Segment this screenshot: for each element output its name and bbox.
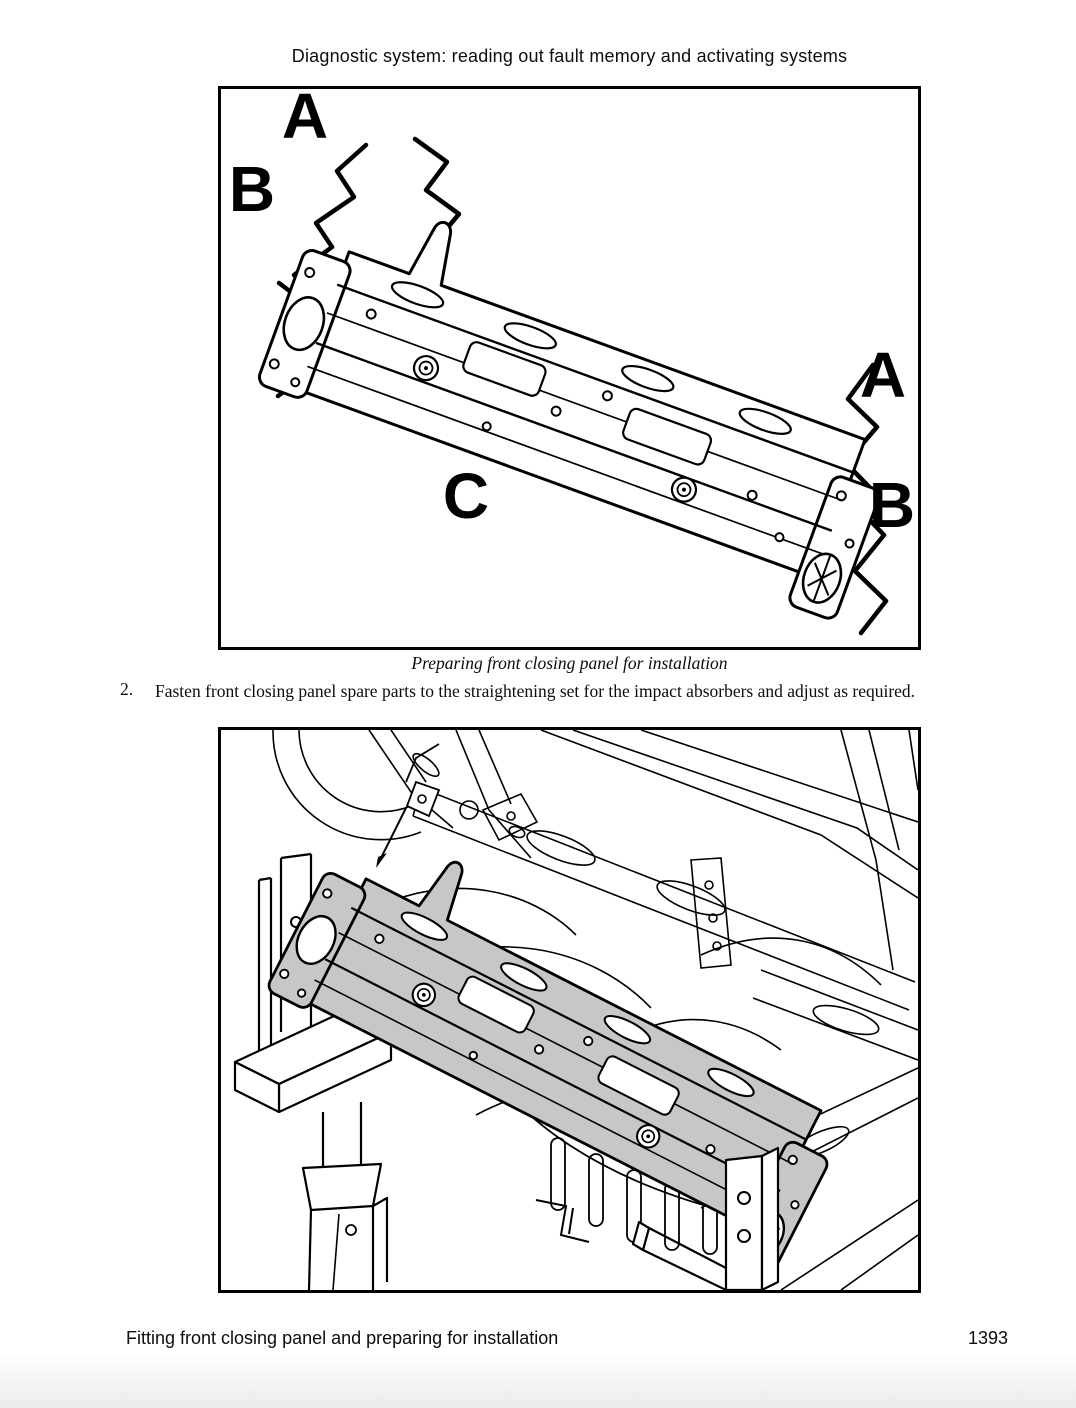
straightening-set-illustration <box>221 730 918 1290</box>
page-number: 1393 <box>967 1328 1008 1348</box>
label-a-right: A <box>859 339 907 411</box>
step-number: 2. <box>120 679 134 699</box>
front-closing-panel <box>248 181 917 621</box>
figure-panel-on-straightening-set <box>218 727 921 1293</box>
front-closing-panel-illustration <box>221 89 918 647</box>
figure1-caption: Preparing front closing panel for installation <box>411 653 728 673</box>
label-b-bottom-right: B <box>868 469 916 541</box>
label-c-bottom: C <box>442 460 490 532</box>
label-a-top-left: A <box>281 89 329 152</box>
label-b-left: B <box>228 153 276 225</box>
footer-title: Fitting front closing panel and preparing for installation <box>126 1328 559 1348</box>
page-header: Diagnostic system: reading out fault memory and activating systems <box>291 46 848 66</box>
page-edge-shade <box>0 1352 1076 1408</box>
figure-front-closing-panel <box>218 86 921 650</box>
pointer-arrow <box>376 744 439 868</box>
step-text: Fasten front closing panel spare parts to the straightening set for the impact absorbers and adjust as required. <box>155 681 916 701</box>
